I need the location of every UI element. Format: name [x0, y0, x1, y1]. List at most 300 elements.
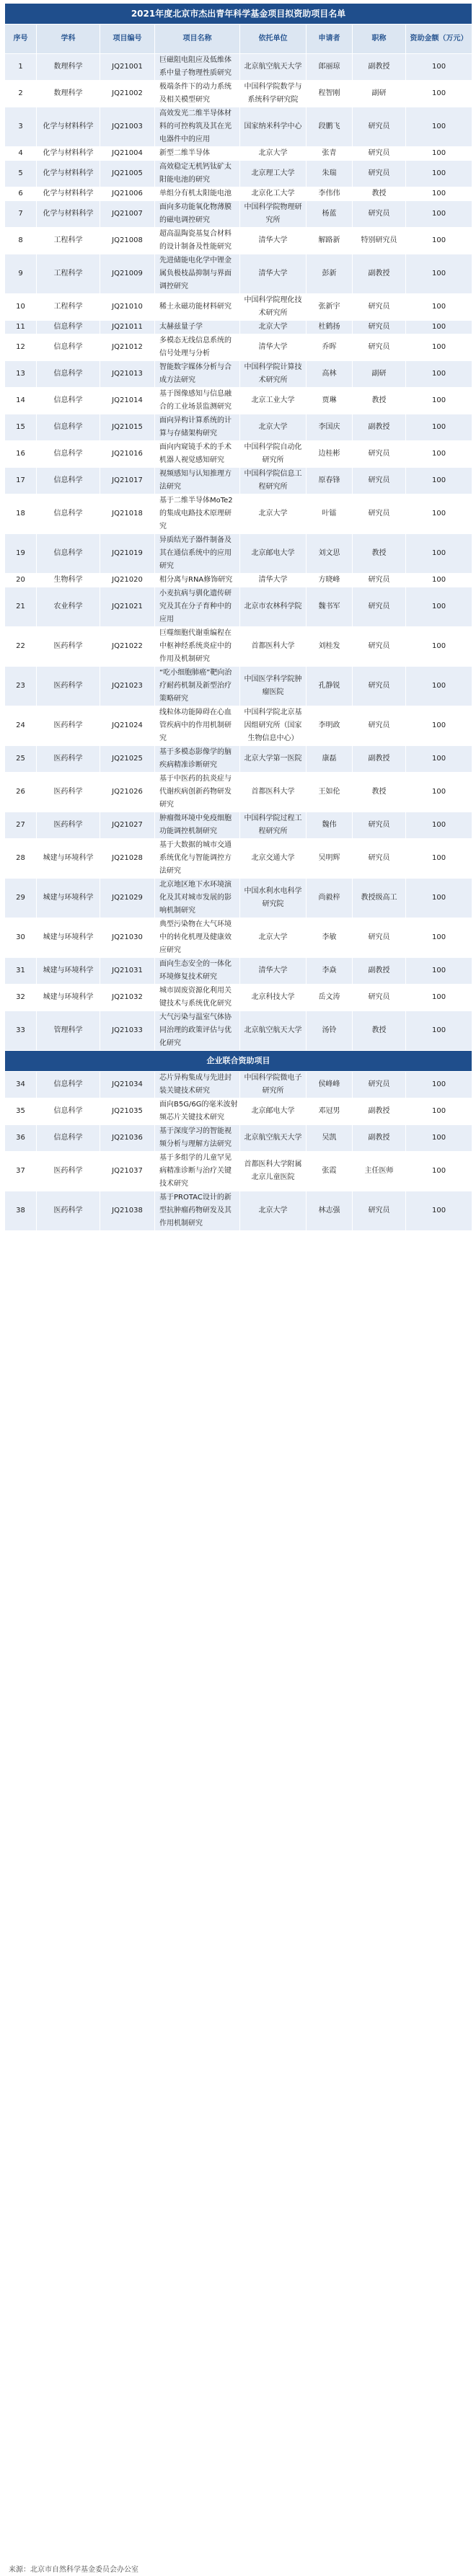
cell-no: 26 [5, 773, 37, 812]
cell-title: 研究员 [353, 1072, 406, 1098]
cell-unit: 北京科技大学 [240, 985, 307, 1011]
cell-code: JQ21011 [100, 321, 155, 334]
cell-funding: 100 [406, 147, 472, 161]
cell-applicant: 邓冠男 [307, 1098, 353, 1125]
cell-discipline: 城建与环境科学 [37, 958, 100, 985]
cell-no: 29 [5, 879, 37, 918]
cell-unit: 北京大学 [240, 918, 307, 958]
table-row [5, 441, 472, 468]
cell-applicant: 岳文涛 [307, 985, 353, 1011]
cell-applicant: 原春锋 [307, 468, 353, 494]
cell-applicant: 李敏 [307, 918, 353, 958]
table-row [5, 574, 472, 587]
cell-title: 研究员 [353, 441, 406, 468]
cell-name: 高效发光二维半导体材料的可控构筑及其在光电器件中的应用 [155, 107, 240, 147]
cell-title: 教授 [353, 388, 406, 414]
cell-title: 主任医师 [353, 1152, 406, 1191]
cell-name: 巨噬细胞代谢重编程在中枢神经系统炎症中的作用及机制研究 [155, 627, 240, 667]
cell-code: JQ21009 [100, 254, 155, 294]
cell-code: JQ21023 [100, 667, 155, 706]
cell-code: JQ21008 [100, 228, 155, 254]
cell-funding: 100 [406, 574, 472, 587]
cell-funding: 100 [406, 879, 472, 918]
cell-code: JQ21007 [100, 201, 155, 228]
cell-applicant: 边桂彬 [307, 441, 353, 468]
cell-applicant: 张新宇 [307, 294, 353, 321]
cell-code: JQ21030 [100, 918, 155, 958]
cell-no: 7 [5, 201, 37, 228]
cell-no: 15 [5, 414, 37, 441]
cell-code: JQ21025 [100, 746, 155, 773]
cell-funding: 100 [406, 985, 472, 1011]
cell-funding: 100 [406, 187, 472, 201]
cell-no: 2 [5, 81, 37, 107]
cell-applicant: 孔静锐 [307, 667, 353, 706]
cell-unit: 首都医科大学 [240, 627, 307, 667]
cell-no: 14 [5, 388, 37, 414]
cell-no: 3 [5, 107, 37, 147]
header-name: 项目名称 [155, 25, 240, 54]
cell-funding: 100 [406, 958, 472, 985]
cell-name: 面向B5G/6G的毫米波射频芯片关键技术研究 [155, 1098, 240, 1125]
section-header-row [5, 1051, 472, 1072]
cell-title: 教授级高工 [353, 879, 406, 918]
cell-applicant: 段鹏飞 [307, 107, 353, 147]
cell-code: JQ21027 [100, 812, 155, 839]
cell-name: 肿瘤微环境中免疫细胞功能调控机制研究 [155, 812, 240, 839]
cell-no: 20 [5, 574, 37, 587]
cell-no: 16 [5, 441, 37, 468]
table-row [5, 706, 472, 746]
document [4, 3, 472, 2574]
cell-no: 21 [5, 587, 37, 627]
cell-applicant: 李明政 [307, 706, 353, 746]
cell-funding: 100 [406, 1191, 472, 1231]
cell-title: 副研 [353, 361, 406, 388]
cell-unit: 清华大学 [240, 334, 307, 361]
cell-unit: 清华大学 [240, 228, 307, 254]
table-row [5, 1191, 472, 1231]
cell-funding: 100 [406, 1098, 472, 1125]
cell-title: 研究员 [353, 494, 406, 534]
cell-no: 11 [5, 321, 37, 334]
cell-unit: 首都医科大学 [240, 773, 307, 812]
cell-funding: 100 [406, 468, 472, 494]
cell-unit: 北京大学第一医院 [240, 746, 307, 773]
table-row [5, 534, 472, 574]
cell-discipline: 信息科学 [37, 494, 100, 534]
cell-applicant: 康磊 [307, 746, 353, 773]
cell-code: JQ21038 [100, 1191, 155, 1231]
cell-title: 研究员 [353, 706, 406, 746]
cell-applicant: 汤铃 [307, 1011, 353, 1051]
cell-no: 33 [5, 1011, 37, 1051]
cell-title: 副教授 [353, 1098, 406, 1125]
cell-no: 5 [5, 161, 37, 187]
header-title: 职称 [353, 25, 406, 54]
cell-discipline: 化学与材料科学 [37, 161, 100, 187]
cell-applicant: 高林 [307, 361, 353, 388]
cell-code: JQ21001 [100, 54, 155, 81]
project-table [4, 3, 472, 1231]
cell-name: 视频感知与认知推理方法研究 [155, 468, 240, 494]
cell-discipline: 信息科学 [37, 361, 100, 388]
cell-name: 芯片异构集成与先进封装关键技术研究 [155, 1072, 240, 1098]
cell-funding: 100 [406, 773, 472, 812]
cell-code: JQ21031 [100, 958, 155, 985]
cell-unit: 中国科学院信息工程研究所 [240, 468, 307, 494]
cell-code: JQ21024 [100, 706, 155, 746]
cell-discipline: 医药科学 [37, 667, 100, 706]
cell-no: 32 [5, 985, 37, 1011]
cell-no: 27 [5, 812, 37, 839]
cell-applicant: 解路新 [307, 228, 353, 254]
cell-name: 基于深度学习的智能视频分析与理解方法研究 [155, 1125, 240, 1152]
table-row [5, 54, 472, 81]
cell-discipline: 信息科学 [37, 414, 100, 441]
cell-unit: 清华大学 [240, 254, 307, 294]
cell-name: 巨磁阻电阻应及低维体系中量子物理性质研究 [155, 54, 240, 81]
cell-no: 17 [5, 468, 37, 494]
table-row [5, 1011, 472, 1051]
cell-applicant: 吴明辉 [307, 839, 353, 879]
cell-applicant: 程智刚 [307, 81, 353, 107]
cell-discipline: 医药科学 [37, 627, 100, 667]
table-row [5, 812, 472, 839]
cell-code: JQ21032 [100, 985, 155, 1011]
cell-discipline: 医药科学 [37, 706, 100, 746]
cell-name: 线粒体功能障碍在心血管疾病中的作用机制研究 [155, 706, 240, 746]
cell-unit: 北京交通大学 [240, 839, 307, 879]
cell-title: 教授 [353, 534, 406, 574]
cell-code: JQ21005 [100, 161, 155, 187]
cell-discipline: 医药科学 [37, 746, 100, 773]
header-funding: 资助金额（万元） [406, 25, 472, 54]
cell-unit: 国家纳米科学中心 [240, 107, 307, 147]
cell-discipline: 管理科学 [37, 1011, 100, 1051]
cell-no: 1 [5, 54, 37, 81]
cell-applicant: 尚毅梓 [307, 879, 353, 918]
cell-discipline: 数理科学 [37, 54, 100, 81]
table-row [5, 1152, 472, 1191]
cell-title: 教授 [353, 187, 406, 201]
cell-funding: 100 [406, 254, 472, 294]
cell-discipline: 城建与环境科学 [37, 985, 100, 1011]
cell-unit: 北京大学 [240, 321, 307, 334]
table-row [5, 773, 472, 812]
cell-no: 24 [5, 706, 37, 746]
cell-name: 智能数字媒体分析与合成方法研究 [155, 361, 240, 388]
cell-no: 13 [5, 361, 37, 388]
cell-discipline: 化学与材料科学 [37, 187, 100, 201]
cell-unit: 北京大学 [240, 1191, 307, 1231]
cell-title: 研究员 [353, 985, 406, 1011]
cell-code: JQ21016 [100, 441, 155, 468]
cell-discipline: 信息科学 [37, 1125, 100, 1152]
cell-discipline: 信息科学 [37, 534, 100, 574]
cell-discipline: 医药科学 [37, 1191, 100, 1231]
cell-no: 37 [5, 1152, 37, 1191]
cell-title: 研究员 [353, 334, 406, 361]
cell-funding: 100 [406, 1011, 472, 1051]
cell-no: 30 [5, 918, 37, 958]
cell-unit: 清华大学 [240, 574, 307, 587]
table-row [5, 985, 472, 1011]
cell-code: JQ21028 [100, 839, 155, 879]
cell-title: 研究员 [353, 667, 406, 706]
cell-funding: 100 [406, 161, 472, 187]
cell-title: 副教授 [353, 1125, 406, 1152]
cell-title: 研究员 [353, 587, 406, 627]
cell-title: 副教授 [353, 414, 406, 441]
table-row [5, 201, 472, 228]
cell-name: 基于中医药的抗炎症与代谢疾病创新药物研发研究 [155, 773, 240, 812]
table-row [5, 627, 472, 667]
cell-title: 研究员 [353, 574, 406, 587]
cell-funding: 100 [406, 812, 472, 839]
cell-code: JQ21021 [100, 587, 155, 627]
cell-name: 典型污染物在大气环境中的转化机理及健康效应研究 [155, 918, 240, 958]
cell-code: JQ21014 [100, 388, 155, 414]
cell-discipline: 工程科学 [37, 228, 100, 254]
cell-name: “吃小细胞肺癌”靶向治疗耐药机制及新型治疗策略研究 [155, 667, 240, 706]
table-row [5, 107, 472, 147]
cell-applicant: 叶镭 [307, 494, 353, 534]
source-note: 来源：北京市自然科学基金委员会办公室 [9, 2566, 138, 2574]
cell-unit: 中国科学院理化技术研究所 [240, 294, 307, 321]
table-row [5, 468, 472, 494]
header-discipline: 学科 [37, 25, 100, 54]
cell-name: 基于多模态影像学的脑疾病精准诊断研究 [155, 746, 240, 773]
cell-code: JQ21002 [100, 81, 155, 107]
cell-unit: 北京大学 [240, 147, 307, 161]
cell-no: 36 [5, 1125, 37, 1152]
cell-applicant: 刘桂发 [307, 627, 353, 667]
cell-name: 相分离与RNA修饰研究 [155, 574, 240, 587]
cell-title: 副教授 [353, 958, 406, 985]
cell-no: 10 [5, 294, 37, 321]
table-row [5, 334, 472, 361]
cell-title: 副教授 [353, 54, 406, 81]
table-row [5, 918, 472, 958]
cell-applicant: 李国庆 [307, 414, 353, 441]
table-row [5, 1098, 472, 1125]
cell-funding: 100 [406, 534, 472, 574]
cell-name: 基于二维半导体MoTe2的集成电路技术原理研究 [155, 494, 240, 534]
cell-funding: 100 [406, 361, 472, 388]
cell-name: 基于大数据的城市交通系统优化与智能调控方法研究 [155, 839, 240, 879]
cell-funding: 100 [406, 667, 472, 706]
cell-code: JQ21033 [100, 1011, 155, 1051]
cell-no: 18 [5, 494, 37, 534]
cell-applicant: 侯峰峰 [307, 1072, 353, 1098]
cell-discipline: 信息科学 [37, 441, 100, 468]
cell-unit: 中国医学科学院肿瘤医院 [240, 667, 307, 706]
cell-discipline: 信息科学 [37, 1098, 100, 1125]
cell-unit: 北京市农林科学院 [240, 587, 307, 627]
cell-discipline: 化学与材料科学 [37, 107, 100, 147]
table-row [5, 879, 472, 918]
cell-code: JQ21036 [100, 1125, 155, 1152]
cell-discipline: 工程科学 [37, 294, 100, 321]
cell-discipline: 医药科学 [37, 812, 100, 839]
cell-funding: 100 [406, 1125, 472, 1152]
cell-funding: 100 [406, 441, 472, 468]
cell-code: JQ21003 [100, 107, 155, 147]
table-row [5, 1072, 472, 1098]
table-title: 2021年度北京市杰出青年科学基金项目拟资助项目名单 [5, 4, 472, 25]
cell-unit: 中国科学院数学与系统科学研究院 [240, 81, 307, 107]
cell-title: 研究员 [353, 918, 406, 958]
cell-applicant: 张霞 [307, 1152, 353, 1191]
cell-name: 小麦抗病与驯化遗传研究及其在分子育种中的应用 [155, 587, 240, 627]
cell-applicant: 杜鹤扬 [307, 321, 353, 334]
cell-code: JQ21035 [100, 1098, 155, 1125]
cell-unit: 中国水利水电科学研究院 [240, 879, 307, 918]
cell-title: 研究员 [353, 107, 406, 147]
table-row [5, 746, 472, 773]
cell-title: 副教授 [353, 254, 406, 294]
cell-code: JQ21029 [100, 879, 155, 918]
cell-title: 研究员 [353, 468, 406, 494]
cell-name: 基于图像感知与信息融合的工业场景监测研究 [155, 388, 240, 414]
cell-code: JQ21022 [100, 627, 155, 667]
cell-code: JQ21020 [100, 574, 155, 587]
cell-funding: 100 [406, 1152, 472, 1191]
table-row [5, 494, 472, 534]
cell-applicant: 方晓峰 [307, 574, 353, 587]
cell-funding: 100 [406, 706, 472, 746]
cell-name: 面向多功能氧化物薄膜的磁电调控研究 [155, 201, 240, 228]
cell-no: 28 [5, 839, 37, 879]
cell-code: JQ21026 [100, 773, 155, 812]
cell-name: 太赫兹量子学 [155, 321, 240, 334]
cell-name: 异质结光子器件制备及其在通信系统中的应用研究 [155, 534, 240, 574]
table-row [5, 414, 472, 441]
table-row [5, 388, 472, 414]
cell-code: JQ21018 [100, 494, 155, 534]
cell-name: 大气污染与温室气体协同治理的政策评估与优化研究 [155, 1011, 240, 1051]
cell-funding: 100 [406, 81, 472, 107]
cell-name: 城市固废资源化利用关键技术与系统优化研究 [155, 985, 240, 1011]
cell-code: JQ21013 [100, 361, 155, 388]
cell-funding: 100 [406, 494, 472, 534]
cell-funding: 100 [406, 388, 472, 414]
cell-discipline: 农业科学 [37, 587, 100, 627]
table-row [5, 147, 472, 161]
cell-funding: 100 [406, 334, 472, 361]
cell-discipline: 信息科学 [37, 388, 100, 414]
cell-applicant: 彭新 [307, 254, 353, 294]
cell-name: 极端条件下的动力系统及相关模型研究 [155, 81, 240, 107]
cell-title: 研究员 [353, 147, 406, 161]
cell-applicant: 刘文思 [307, 534, 353, 574]
cell-name: 面向异构计算系统的计算与存储架构研究 [155, 414, 240, 441]
cell-discipline: 工程科学 [37, 254, 100, 294]
cell-code: JQ21017 [100, 468, 155, 494]
cell-name: 北京地区地下水环境演化及其对城市发展的影响机制研究 [155, 879, 240, 918]
table-row [5, 361, 472, 388]
table-row [5, 161, 472, 187]
cell-unit: 中国科学院过程工程研究所 [240, 812, 307, 839]
cell-unit: 北京工业大学 [240, 388, 307, 414]
cell-name: 多模态无线信息系统的信号处理与分析 [155, 334, 240, 361]
cell-title: 特别研究员 [353, 228, 406, 254]
cell-discipline: 城建与环境科学 [37, 918, 100, 958]
cell-no: 34 [5, 1072, 37, 1098]
cell-funding: 100 [406, 587, 472, 627]
cell-discipline: 城建与环境科学 [37, 879, 100, 918]
table-row [5, 667, 472, 706]
cell-discipline: 信息科学 [37, 334, 100, 361]
cell-title: 研究员 [353, 294, 406, 321]
cell-applicant: 乔晖 [307, 334, 353, 361]
cell-no: 6 [5, 187, 37, 201]
cell-title: 研究员 [353, 321, 406, 334]
cell-funding: 100 [406, 321, 472, 334]
cell-funding: 100 [406, 1072, 472, 1098]
cell-title: 研究员 [353, 812, 406, 839]
cell-discipline: 信息科学 [37, 1072, 100, 1098]
table-row [5, 81, 472, 107]
table-row [5, 839, 472, 879]
cell-unit: 中国科学院自动化研究所 [240, 441, 307, 468]
cell-title: 副研 [353, 81, 406, 107]
cell-no: 8 [5, 228, 37, 254]
cell-no: 22 [5, 627, 37, 667]
table-body [5, 54, 472, 1231]
table-row [5, 321, 472, 334]
table-row [5, 254, 472, 294]
cell-applicant: 贾琳 [307, 388, 353, 414]
cell-unit: 北京化工大学 [240, 187, 307, 201]
cell-discipline: 化学与材料科学 [37, 147, 100, 161]
cell-name: 超高温陶瓷基复合材料的设计制备及性能研究 [155, 228, 240, 254]
cell-title: 副教授 [353, 746, 406, 773]
cell-unit: 中国科学院微电子研究所 [240, 1072, 307, 1098]
cell-unit: 北京大学 [240, 494, 307, 534]
cell-name: 稀土永磁功能材料研究 [155, 294, 240, 321]
cell-unit: 北京航空航天大学 [240, 54, 307, 81]
cell-funding: 100 [406, 228, 472, 254]
cell-title: 研究员 [353, 201, 406, 228]
table-row [5, 228, 472, 254]
cell-no: 19 [5, 534, 37, 574]
cell-unit: 中国科学院物理研究所 [240, 201, 307, 228]
cell-name: 先进储能电化学中锂金属负极枝晶抑制与界面调控研究 [155, 254, 240, 294]
cell-applicant: 魏伟 [307, 812, 353, 839]
cell-discipline: 医药科学 [37, 1152, 100, 1191]
table-row [5, 1125, 472, 1152]
cell-name: 面向内窥镜手术的手术机器人视觉感知研究 [155, 441, 240, 468]
cell-name: 单组分有机太阳能电池 [155, 187, 240, 201]
cell-code: JQ21015 [100, 414, 155, 441]
cell-no: 31 [5, 958, 37, 985]
cell-no: 23 [5, 667, 37, 706]
cell-no: 9 [5, 254, 37, 294]
cell-funding: 100 [406, 746, 472, 773]
cell-unit: 首都医科大学附属北京儿童医院 [240, 1152, 307, 1191]
cell-title: 研究员 [353, 839, 406, 879]
cell-funding: 100 [406, 54, 472, 81]
cell-funding: 100 [406, 107, 472, 147]
cell-code: JQ21004 [100, 147, 155, 161]
cell-discipline: 数理科学 [37, 81, 100, 107]
cell-unit: 中国科学院北京基因组研究所（国家生物信息中心） [240, 706, 307, 746]
cell-discipline: 生物科学 [37, 574, 100, 587]
cell-code: JQ21012 [100, 334, 155, 361]
header-no: 序号 [5, 25, 37, 54]
